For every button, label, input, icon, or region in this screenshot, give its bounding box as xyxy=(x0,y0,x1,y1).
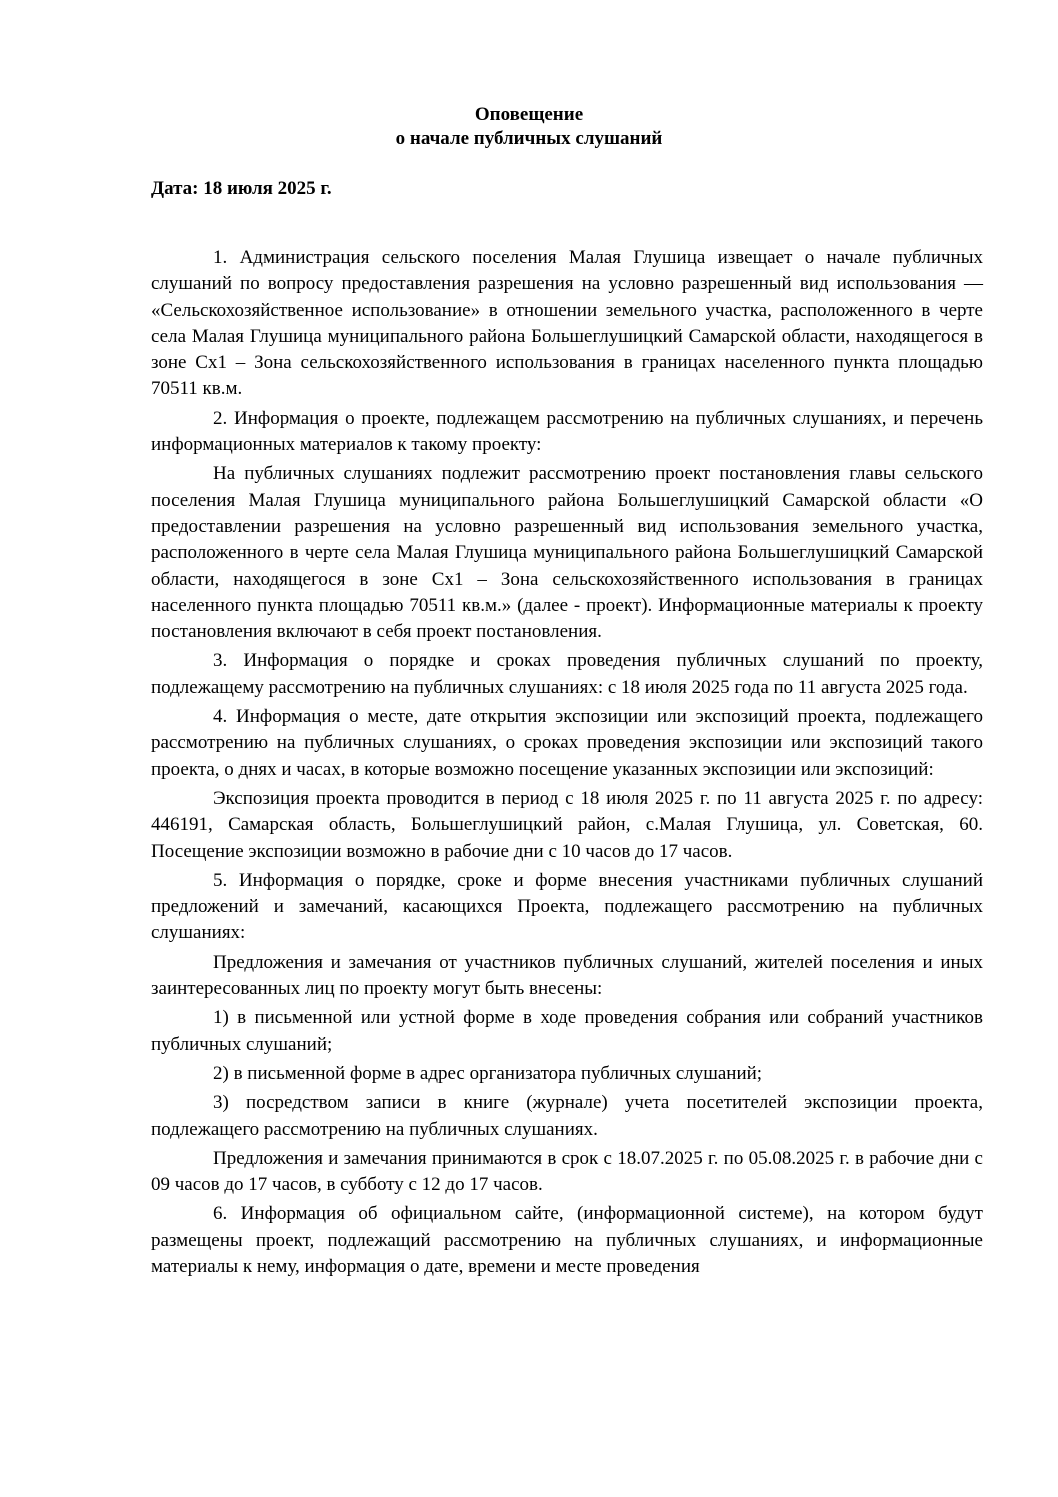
paragraph-2-detail: На публичных слушаниях подлежит рассмотрению проект постановления главы сельского поселения Малая Глушица муниципального района Большеглушицкий Самарской области «О предоставлении разрешения на условно разрешенный вид использования земельного участка, расположенного в черте села Малая Глушица муниципального района Большеглушицкий Самарской области, находящегося в зоне Сх1 – Зона сельскохозяйственного использования в границах населенного пункта площадью 70511 кв.м.» (далее - проект). Информационные материалы к проекту постановления включают в себя проект постановления. xyxy=(151,463,983,643)
document-subtitle: о начале публичных слушаний xyxy=(395,128,663,149)
list-item-1: 1) в письменной или устной форме в ходе проведения собрания или собраний участников публичных слушаний; xyxy=(151,1007,983,1055)
paragraph-6: 6. Информация об официальном сайте, (информационной системе), на котором будут размещены проект, подлежащий рассмотрению на публичных слушаниях, и информационные материалы к нему, информация о дате, времени и месте проведения xyxy=(151,1203,983,1277)
paragraph-5-intro: Предложения и замечания от участников публичных слушаний, жителей поселения и иных заинтересованных лиц по проекту могут быть внесены: xyxy=(151,951,983,1000)
paragraph-3: 3. Информация о порядке и сроках проведения публичных слушаний по проекту, подлежащему рассмотрению на публичных слушаниях: с 18 июля 2025 года по 11 августа 2025 года. xyxy=(151,650,983,698)
paragraph-5: 5. Информация о порядке, сроке и форме внесения участниками публичных слушаний предложений и замечаний, касающихся Проекта, подлежащего рассмотрению на публичных слушаниях: xyxy=(151,869,983,944)
list-item-3: 3) посредством записи в книге (журнале) учета посетителей экспозиции проекта, подлежащего рассмотрению на публичных слушаниях. xyxy=(151,1092,983,1140)
paragraph-4: 4. Информация о месте, дате открытия экспозиции или экспозиций проекта, подлежащего рассмотрению на публичных слушаниях, о сроках проведения экспозиции или экспозиций такого проекта, о днях и часах, в которые возможно посещение указанных экспозиции или экспозиций: xyxy=(151,706,983,780)
document-title: Оповещение xyxy=(474,104,584,125)
document-date: Дата: 18 июля 2025 г. xyxy=(151,178,332,199)
paragraph-1: 1. Администрация сельского поселения Малая Глушица извещает о начале публичных слушаний по вопросу предоставления разрешения на условно разрешенный вид использования — «Сельскохозяйственное использование» в отношении земельного участка, расположенного в черте села Малая Глушица муниципального района Большеглушицкий Самарской области, находящегося в зоне Сх1 – Зона сельскохозяйственного использования в границах населенного пункта площадью 70511 кв.м. xyxy=(151,247,983,400)
paragraph-2: 2. Информация о проекте, подлежащем рассмотрению на публичных слушаниях, и перечень информационных материалов к такому проекту: xyxy=(151,407,983,456)
paragraph-5-deadline: Предложения и замечания принимаются в срок с 18.07.2025 г. по 05.08.2025 г. в рабочие дни с 09 часов до 17 часов, в субботу с 12 до 17 часов. xyxy=(151,1147,983,1196)
document-body xyxy=(151,245,983,1283)
paragraph-4-detail: Экспозиция проекта проводится в период с 18 июля 2025 г. по 11 августа 2025 г. по адресу: 446191, Самарская область, Большеглушицкий район, с.Малая Глушица, ул. Советская, 60. Посещение экспозиции возможно в рабочие дни с 10 часов до 17 часов. xyxy=(151,787,983,862)
list-item-2: 2) в письменной форме в адрес организатора публичных слушаний; xyxy=(213,1062,763,1084)
